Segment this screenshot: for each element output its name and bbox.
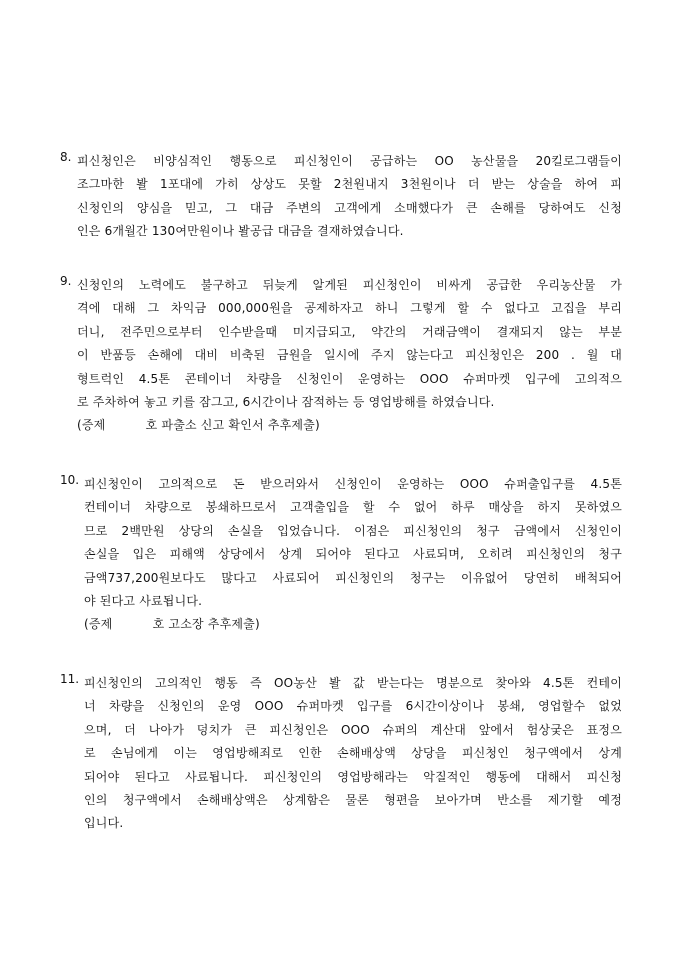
text-line: 피신청인은 비양심적인 행동으로 피신청인이 공급하는 OO 농산물을 20킬로그램들이 (77, 154, 622, 168)
text-line: 인은 6개월간 130여만원이나 봘공급 대금을 결재하였습니다. (77, 224, 404, 239)
text-line: 신청인의 양심을 믿고, 그 대금 주변의 고객에게 소매했다가 큰 손해를 당하여도 신청 (77, 200, 622, 215)
text-line: 로 주차하여 놓고 키를 잠그고, 6시간이나 잠적하는 등 영업방해를 하였습니다. (77, 394, 495, 409)
text-line: 피신청인이 고의적으로 돈 받으러와서 신청인이 운영하는 OOO 슈퍼출입구를 4.5톤 (84, 477, 622, 491)
text-line: 격에 대해 그 차익금 000,000원을 공제하자고 하니 그렇게 할 수 없다고 고집을 부리 (77, 301, 622, 316)
text-line: 피신청인의 고의적인 행동 즉 OO농산 봘 값 받는다는 명분으로 찾아와 4.5톤 컨테이 (84, 676, 622, 690)
paragraph-body (77, 274, 622, 438)
text-line: 으며, 더 나아가 덩치가 큰 피신청인은 OOO 슈퍼의 계산대 앞에서 험상궂은 표정으 (84, 722, 622, 737)
evidence-note: (증제 호 파출소 신고 확인서 추후제출) (77, 418, 320, 433)
text-line: 야 된다고 사료됩니다. (84, 593, 203, 608)
text-line: 금액737,200원보다도 많다고 사료되어 피신청인의 청구는 이유없어 당연히 배척되어 (84, 570, 622, 585)
item-number: 8. (60, 150, 72, 164)
text-line: 로 손님에게 이는 영업방해죄로 인한 손해배상액 상당을 피신청인 청구액에서 상계 (84, 746, 622, 761)
text-line: 컨테이너 차량으로 봉쇄하므로서 고객출입을 할 수 없어 하루 매상을 하지 못하였으 (84, 500, 622, 515)
text-line: 더니, 전주민으로부터 인수받을때 미지급되고, 약간의 거래금액이 결재되지 않는 부분 (77, 324, 622, 339)
text-line: 인의 청구액에서 손해배상액은 상계함은 물론 형편을 보아가며 반소를 제기할 예정 (84, 792, 622, 807)
text-line: 손실을 입은 피해액 상당에서 상계 되어야 된다고 사료되며, 오히려 피신청인의 청구 (84, 547, 622, 562)
paragraph-body (84, 672, 622, 836)
paragraph-body (84, 473, 622, 637)
text-line: 신청인의 노력에도 불구하고 뒤늦게 알게된 피신청인이 비싸게 공급한 우리농산물 가 (77, 278, 622, 292)
text-line: 입니다. (84, 816, 124, 831)
text-line: 되어야 된다고 사료됩니다. 피신청인의 영업방해라는 악질적인 행동에 대해서 피신청 (84, 769, 622, 784)
text-line: 이 반품등 손해에 대비 비축된 금원을 일시에 주지 않는다고 피신청인은 200 . 월 대 (77, 348, 622, 363)
item-number: 10. (60, 473, 80, 487)
text-line: 조그마한 봘 1포대에 가히 상상도 못할 2천원내지 3천원이나 더 받는 상술을 하여 피 (77, 177, 622, 192)
paragraph-body (77, 150, 622, 244)
evidence-note: (증제 호 고소장 추후제출) (84, 617, 260, 632)
text-line: 형트럭인 4.5톤 콘테이너 차량을 신청인이 운영하는 OOO 슈퍼마켓 입구에 고의적으 (77, 371, 622, 386)
item-number: 9. (60, 274, 72, 288)
text-line: 므로 2백만원 상당의 손실을 입었습니다. 이점은 피신청인의 청구 금액에서 신청인이 (84, 523, 622, 538)
item-number: 11. (60, 672, 80, 686)
text-line: 너 차량을 신청인의 운영 OOO 슈퍼마켓 입구를 6시간이상이나 봉쇄, 영업할수 없었 (84, 699, 622, 714)
